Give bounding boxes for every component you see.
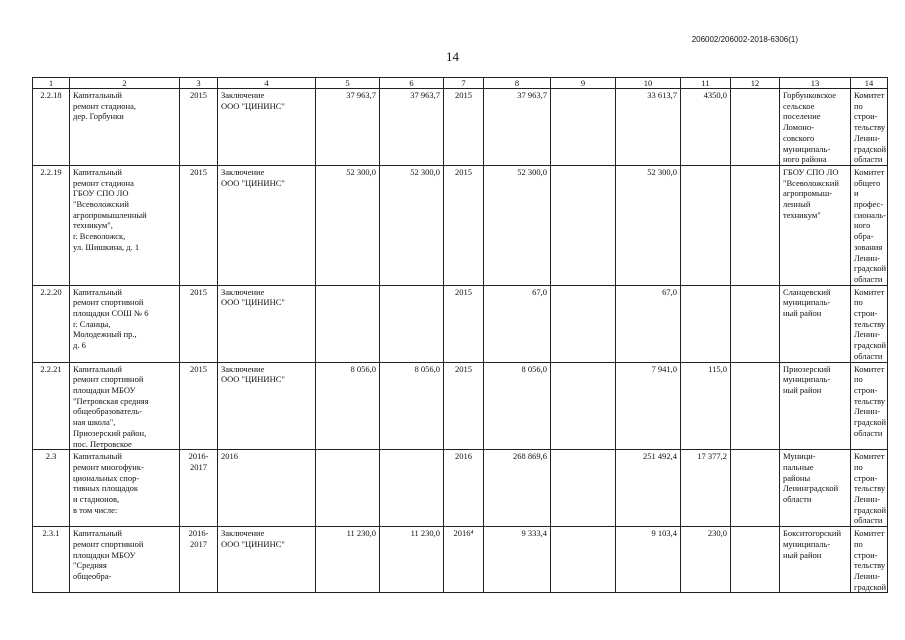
column-number: 8	[484, 78, 551, 89]
column-number: 1	[33, 78, 70, 89]
regional-budget: 52 300,0	[616, 165, 681, 285]
object-name: Капитальный ремонт спортивной площадки МБОУ "Петровская средняя общеобразователь- ная школа", Приозерский район, пос. Петровское	[70, 362, 180, 450]
funding-year: 2015	[444, 89, 484, 166]
object-name: Капитальный ремонт спортивной площадки СОШ № 6 г. Сланцы, Молодежный пр., д. 6	[70, 285, 180, 362]
federal-budget	[551, 165, 616, 285]
cost-estimate: 11 230,0	[380, 527, 444, 593]
funding-year: 2015	[444, 285, 484, 362]
funding-year: 2016	[444, 450, 484, 527]
local-budget: 17 377,2	[681, 450, 731, 527]
cost-estimate	[380, 285, 444, 362]
recipient: Бокситогорский муниципаль- ный район	[780, 527, 851, 593]
basis-document: Заключение ООО "ЦИНИНС"	[218, 527, 316, 593]
column-number: 13	[780, 78, 851, 89]
basis-document: 2016	[218, 450, 316, 527]
column-number-row	[33, 78, 888, 89]
column-number: 6	[380, 78, 444, 89]
local-budget: 4350,0	[681, 89, 731, 166]
other-sources	[731, 450, 780, 527]
cost-total: 37 963,7	[316, 89, 380, 166]
other-sources	[731, 165, 780, 285]
recipient: Горбунковское сельское поселение Ломоно- совского муниципаль- ного района	[780, 89, 851, 166]
implementation-years: 2016- 2017	[180, 527, 218, 593]
local-budget	[681, 165, 731, 285]
table-row	[33, 165, 888, 285]
row-number: 2.2.20	[33, 285, 70, 362]
cost-total: 8 056,0	[316, 362, 380, 450]
funding-year: 2015	[444, 362, 484, 450]
responsible-executor: Комитет по строи- тельству Ленин- градской	[851, 527, 888, 593]
basis-document: Заключение ООО "ЦИНИНС"	[218, 362, 316, 450]
row-number: 2.2.21	[33, 362, 70, 450]
funding-year: 2016⁴	[444, 527, 484, 593]
responsible-executor: Комитет по строи- тельству Ленин- градской области	[851, 285, 888, 362]
implementation-years: 2015	[180, 285, 218, 362]
implementation-years: 2015	[180, 165, 218, 285]
federal-budget	[551, 89, 616, 166]
cost-estimate: 37 963,7	[380, 89, 444, 166]
data-table	[32, 77, 888, 593]
regional-budget: 9 103,4	[616, 527, 681, 593]
object-name: Капитальный ремонт многофунк- циональных спор- тивных площадок и стадионов, в том числе:	[70, 450, 180, 527]
regional-budget: 33 613,7	[616, 89, 681, 166]
federal-budget	[551, 285, 616, 362]
object-name: Капитальный ремонт стадиона ГБОУ СПО ЛО "Всеволожский агропромышленный техникум", г. Всеволожск, ул. Шишкина, д. 1	[70, 165, 180, 285]
recipient: Муници- пальные районы Ленинградской области	[780, 450, 851, 527]
local-budget: 230,0	[681, 527, 731, 593]
object-name: Капитальный ремонт спортивной площадки МБОУ "Средняя общеобра-	[70, 527, 180, 593]
column-number: 5	[316, 78, 380, 89]
table-row	[33, 285, 888, 362]
regional-budget: 67,0	[616, 285, 681, 362]
federal-budget	[551, 450, 616, 527]
funding-total: 52 300,0	[484, 165, 551, 285]
funding-total: 37 963,7	[484, 89, 551, 166]
column-number: 7	[444, 78, 484, 89]
funding-total: 9 333,4	[484, 527, 551, 593]
regional-budget: 251 492,4	[616, 450, 681, 527]
recipient: ГБОУ СПО ЛО "Всеволожский агропромыш- ленный техникум"	[780, 165, 851, 285]
implementation-years: 2016- 2017	[180, 450, 218, 527]
funding-total: 268 869,6	[484, 450, 551, 527]
table-row	[33, 527, 888, 593]
recipient: Сланцевский муниципаль- ный район	[780, 285, 851, 362]
column-number: 2	[70, 78, 180, 89]
row-number: 2.3	[33, 450, 70, 527]
column-number: 3	[180, 78, 218, 89]
table-row	[33, 450, 888, 527]
row-number: 2.2.18	[33, 89, 70, 166]
funding-total: 8 056,0	[484, 362, 551, 450]
cost-estimate: 8 056,0	[380, 362, 444, 450]
cost-total: 52 300,0	[316, 165, 380, 285]
cost-estimate: 52 300,0	[380, 165, 444, 285]
regional-budget: 7 941,0	[616, 362, 681, 450]
implementation-years: 2015	[180, 89, 218, 166]
responsible-executor: Комитет по строи- тельству Ленин- градской области	[851, 362, 888, 450]
cost-total	[316, 285, 380, 362]
basis-document: Заключение ООО "ЦИНИНС"	[218, 285, 316, 362]
basis-document: Заключение ООО "ЦИНИНС"	[218, 165, 316, 285]
responsible-executor: Комитет по строи- тельству Ленин- градской области	[851, 89, 888, 166]
column-number: 14	[851, 78, 888, 89]
column-number: 9	[551, 78, 616, 89]
cost-total: 11 230,0	[316, 527, 380, 593]
local-budget: 115,0	[681, 362, 731, 450]
responsible-executor: Комитет общего и профес- сиональ- ного обра- зования Ленин- градской области	[851, 165, 888, 285]
column-number: 10	[616, 78, 681, 89]
column-number: 12	[731, 78, 780, 89]
row-number: 2.2.19	[33, 165, 70, 285]
other-sources	[731, 89, 780, 166]
local-budget	[681, 285, 731, 362]
funding-total: 67,0	[484, 285, 551, 362]
other-sources	[731, 362, 780, 450]
document-id: 206002/206002-2018-6306(1)	[691, 35, 798, 44]
funding-year: 2015	[444, 165, 484, 285]
responsible-executor: Комитет по строи- тельству Ленин- градской области	[851, 450, 888, 527]
basis-document: Заключение ООО "ЦИНИНС"	[218, 89, 316, 166]
table-row	[33, 362, 888, 450]
other-sources	[731, 527, 780, 593]
recipient: Приозерский муниципаль- ный район	[780, 362, 851, 450]
other-sources	[731, 285, 780, 362]
federal-budget	[551, 362, 616, 450]
cost-estimate	[380, 450, 444, 527]
column-number: 11	[681, 78, 731, 89]
page-number: 14	[446, 49, 459, 64]
object-name: Капитальный ремонт стадиона, дер. Горбунки	[70, 89, 180, 166]
implementation-years: 2015	[180, 362, 218, 450]
column-number: 4	[218, 78, 316, 89]
row-number: 2.3.1	[33, 527, 70, 593]
cost-total	[316, 450, 380, 527]
table-row	[33, 89, 888, 166]
federal-budget	[551, 527, 616, 593]
